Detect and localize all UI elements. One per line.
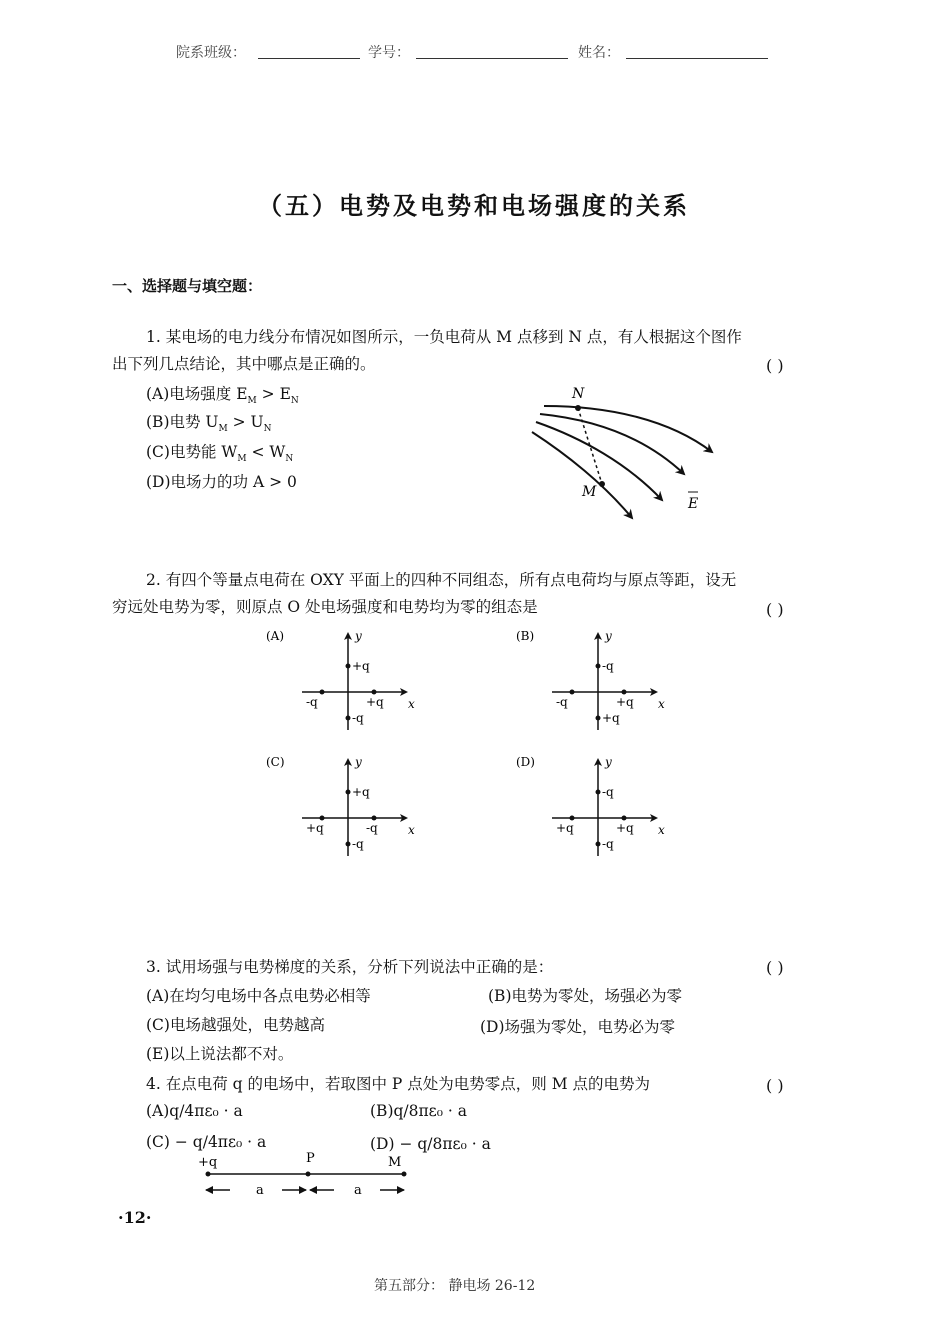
label-n: N: [572, 386, 585, 402]
q2-figure-c: [262, 752, 432, 862]
section-heading: 一、选择题与填空题：: [112, 277, 263, 295]
y-axis-label: y: [355, 629, 362, 643]
charge-bottom: [346, 842, 351, 847]
q2-figure-d: [512, 752, 682, 862]
charge-right-label: +q: [616, 821, 634, 835]
q3-option-a: (A)在均匀电场中各点电势必相等: [146, 987, 371, 1005]
y-axis-label: y: [605, 629, 612, 643]
q1-field-line-figure: [520, 380, 730, 525]
q1-option-b: (B)电势 $U_M > U_N$: [146, 413, 272, 435]
q4-stem: 4. 在点电荷 q 的电场中，若取图中 P 点处为电势零点，则 M 点的电势为: [146, 1075, 651, 1093]
figure-label: (D): [516, 755, 535, 769]
q3-answer-blank: ( ): [766, 958, 784, 977]
label-m: M: [388, 1155, 402, 1170]
student-id-label: 学号：: [368, 45, 410, 61]
class-label: 院系班级：: [176, 45, 246, 61]
charge-top-label: -q: [602, 659, 614, 673]
q2-stem-line2: 穷远处电势为零，则原点 O 处电场强度和电势均为零的组态是: [112, 598, 538, 616]
q1-stem-line2: 出下列几点结论，其中哪点是正确的。: [112, 355, 376, 373]
q3-option-b: (B)电势为零处，场强必为零: [488, 987, 682, 1005]
x-axis-label: x: [408, 697, 415, 711]
charge-bottom-label: -q: [352, 711, 364, 725]
label-plus-q: +q: [198, 1155, 218, 1170]
student-id-field-line: [416, 58, 568, 59]
q1-stem-line1: 1. 某电场的电力线分布情况如图所示，一负电荷从 M 点移到 N 点，有人根据这个图作: [146, 328, 742, 346]
charge-top-label: +q: [352, 659, 370, 673]
label-p: P: [306, 1151, 315, 1166]
charge-left: [570, 690, 575, 695]
q4-option-b: (B)q/8πε₀ · a: [370, 1102, 467, 1120]
q2-stem-line1: 2. 有四个等量点电荷在 OXY 平面上的四种不同组态，所有点电荷均与原点等距，设无: [146, 571, 737, 589]
figure-label: (C): [266, 755, 285, 769]
x-axis-label: x: [658, 697, 665, 711]
q1-answer-blank: ( ): [766, 356, 784, 375]
charge-left-label: -q: [556, 695, 568, 709]
q3-option-c: (C)电场越强处，电势越高: [146, 1016, 325, 1034]
label-m: M: [582, 484, 597, 500]
q3-option-e: (E)以上说法都不对。: [146, 1045, 294, 1063]
charge-left-label: -q: [306, 695, 318, 709]
q4-option-c: (C) − q/4πε₀ · a: [146, 1133, 267, 1151]
page-number: ·12·: [118, 1208, 152, 1227]
charge-right: [622, 816, 627, 821]
figure-label: (B): [516, 629, 535, 643]
q3-option-d: (D)场强为零处，电势必为零: [480, 1018, 676, 1036]
page-title: （五）电势及电势和电场强度的关系: [258, 191, 690, 220]
charge-bottom-label: -q: [352, 837, 364, 851]
charge-point: [206, 1172, 211, 1177]
x-axis-label: x: [658, 823, 665, 837]
dim-label-a1: a: [256, 1183, 264, 1198]
q2-figure-a: [262, 626, 432, 736]
figure-label: (A): [266, 629, 285, 643]
charge-top-label: -q: [602, 785, 614, 799]
dim-label-a2: a: [354, 1183, 362, 1198]
q4-line-figure: [190, 1150, 420, 1202]
m-point: [402, 1172, 407, 1177]
point-m: [599, 481, 605, 487]
field-line-3: [536, 422, 662, 500]
charge-top: [596, 664, 601, 669]
p-point: [306, 1172, 311, 1177]
q4-option-d: (D) − q/8πε₀ · a: [370, 1135, 491, 1153]
charge-bottom-label: +q: [602, 711, 620, 725]
name-field-line: [626, 58, 768, 59]
charge-top-label: +q: [352, 785, 370, 799]
label-e: E: [688, 496, 699, 512]
q1-option-c: (C)电势能 $W_M < W_N$: [146, 443, 294, 465]
charge-bottom: [346, 716, 351, 721]
charge-right: [622, 690, 627, 695]
y-axis-label: y: [605, 755, 612, 769]
q3-stem: 3. 试用场强与电势梯度的关系，分析下列说法中正确的是：: [146, 958, 554, 976]
q4-option-a: (A)q/4πε₀ · a: [146, 1102, 243, 1120]
charge-top: [596, 790, 601, 795]
field-line-4: [532, 432, 632, 518]
field-line-1: [544, 406, 712, 452]
page-footer: 第五部分： 静电场 26-12: [374, 1278, 536, 1294]
charge-right-label: +q: [616, 695, 634, 709]
charge-right: [372, 690, 377, 695]
class-field-line: [258, 58, 360, 59]
q2-answer-blank: ( ): [766, 600, 784, 619]
charge-bottom-label: -q: [602, 837, 614, 851]
charge-top: [346, 664, 351, 669]
charge-left: [320, 816, 325, 821]
charge-left: [570, 816, 575, 821]
charge-left-label: +q: [306, 821, 324, 835]
charge-top: [346, 790, 351, 795]
y-axis-label: y: [355, 755, 362, 769]
charge-right-label: +q: [366, 695, 384, 709]
q2-figure-b: [512, 626, 682, 736]
charge-right: [372, 816, 377, 821]
q4-answer-blank: ( ): [766, 1076, 784, 1095]
name-label: 姓名：: [578, 45, 620, 61]
point-n: [575, 405, 581, 411]
charge-left: [320, 690, 325, 695]
q1-option-a: (A)电场强度 $E_M > E_N$: [146, 385, 299, 407]
q1-option-d: (D)电场力的功 A > 0: [146, 473, 297, 491]
field-line-2: [540, 414, 684, 474]
charge-left-label: +q: [556, 821, 574, 835]
charge-bottom: [596, 842, 601, 847]
charge-right-label: -q: [366, 821, 378, 835]
charge-bottom: [596, 716, 601, 721]
x-axis-label: x: [408, 823, 415, 837]
